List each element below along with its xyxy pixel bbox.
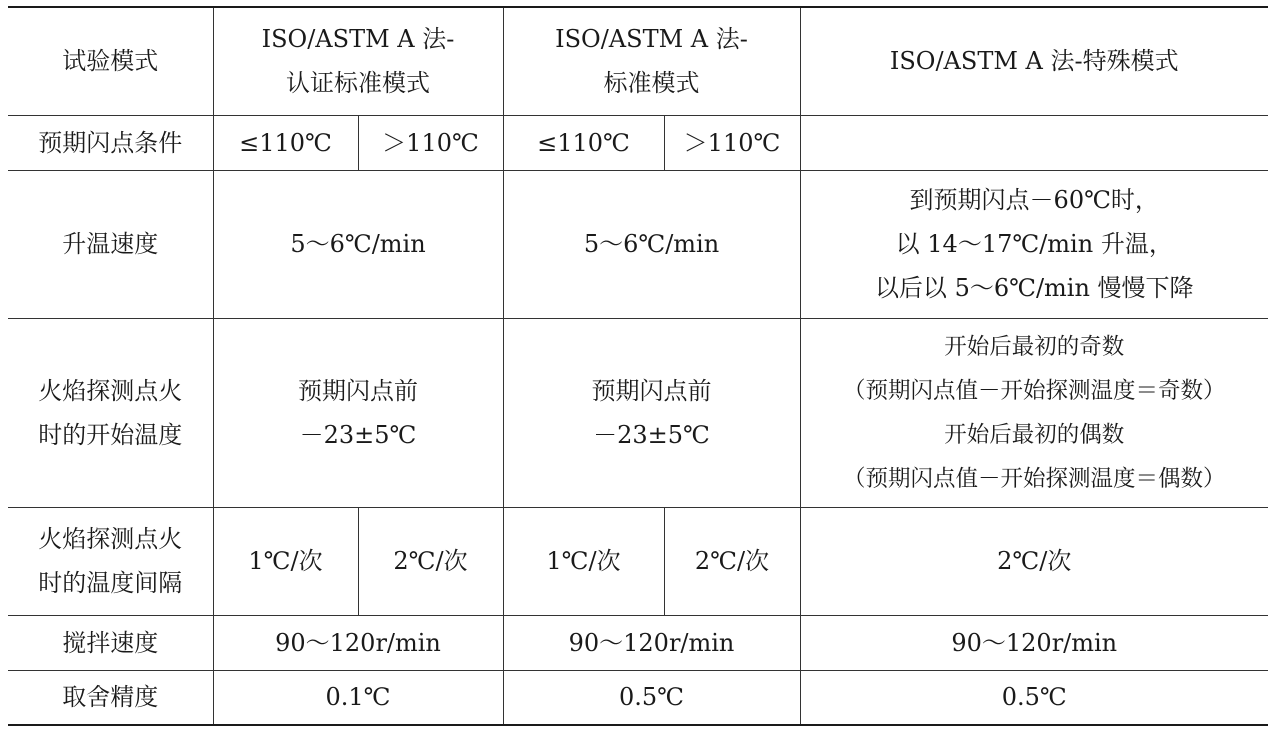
table-cell [800, 115, 1268, 170]
table-row [8, 615, 1268, 670]
header-standard-mode: ISO/ASTM A 法- 标准模式 [503, 7, 800, 115]
table-cell: 2℃/次 [664, 507, 800, 615]
table-cell: 1℃/次 [503, 507, 664, 615]
row-header-heating-rate: 升温速度 [8, 170, 213, 318]
row-header-test-mode: 试验模式 [8, 7, 213, 115]
table-cell: 到预期闪点－60℃时， 以 14～17℃/min 升温， 以后以 5～6℃/min 慢慢下降 [800, 170, 1268, 318]
table-row [8, 507, 1268, 615]
row-header-expected-flash-point: 预期闪点条件 [8, 115, 213, 170]
table-cell: 预期闪点前 －23±5℃ [213, 318, 503, 507]
table-cell: 2℃/次 [800, 507, 1268, 615]
table-cell: 0.1℃ [213, 670, 503, 725]
table-cell: ＞110℃ [664, 115, 800, 170]
table-cell: 0.5℃ [800, 670, 1268, 725]
row-header-flame-start-temp: 火焰探测点火 时的开始温度 [8, 318, 213, 507]
table-row [8, 115, 1268, 170]
table-cell: 开始后最初的奇数 （预期闪点值－开始探测温度＝奇数） 开始后最初的偶数 （预期闪点值－开始探测温度＝偶数） [800, 318, 1268, 507]
table-cell: ＞110℃ [358, 115, 503, 170]
table-cell: 5～6℃/min [213, 170, 503, 318]
table-cell: 预期闪点前 －23±5℃ [503, 318, 800, 507]
table-cell: 90～120r/min [800, 615, 1268, 670]
flash-point-test-mode-table [8, 6, 1268, 726]
row-header-precision: 取舍精度 [8, 670, 213, 725]
row-header-flame-interval: 火焰探测点火 时的温度间隔 [8, 507, 213, 615]
table-cell: 2℃/次 [358, 507, 503, 615]
table-row [8, 170, 1268, 318]
table-cell: ≤110℃ [503, 115, 664, 170]
header-special-mode: ISO/ASTM A 法-特殊模式 [800, 7, 1268, 115]
header-certified-standard-mode: ISO/ASTM A 法- 认证标准模式 [213, 7, 503, 115]
table-cell: 90～120r/min [503, 615, 800, 670]
table-cell: 0.5℃ [503, 670, 800, 725]
header-row [8, 7, 1268, 115]
row-header-stirring-speed: 搅拌速度 [8, 615, 213, 670]
table-row [8, 670, 1268, 725]
table-cell: 5～6℃/min [503, 170, 800, 318]
table-cell: 90～120r/min [213, 615, 503, 670]
table-cell: 1℃/次 [213, 507, 358, 615]
table-row [8, 318, 1268, 507]
table-cell: ≤110℃ [213, 115, 358, 170]
